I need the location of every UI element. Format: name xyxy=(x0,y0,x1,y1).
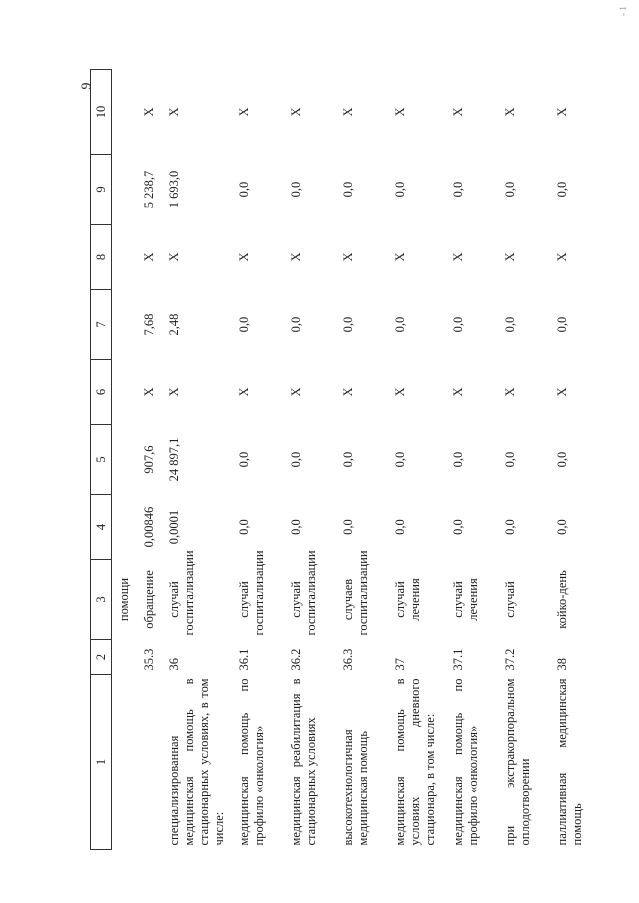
cell-value: 0,00846 xyxy=(142,506,156,548)
cell-line-number: 36 xyxy=(167,658,181,671)
cell-unit: случай лечения xyxy=(451,578,480,621)
cell-value: Х xyxy=(341,252,355,262)
cell-name: медицинская помощь в условиях дневного стационара, в том числе: xyxy=(393,678,437,846)
cell-value: Х xyxy=(555,252,569,262)
cell-value: Х xyxy=(451,387,465,397)
cell-value: Х xyxy=(142,252,156,262)
cell-value: 0,0 xyxy=(289,519,303,535)
cell-value: 0,0 xyxy=(503,316,517,333)
column-header: 1 xyxy=(91,675,112,850)
table-row xyxy=(232,70,284,850)
cell-name xyxy=(137,675,162,850)
cell-value: 24 897,1 xyxy=(167,437,181,482)
cell-value: 0,0 xyxy=(451,316,465,333)
table-row xyxy=(162,70,232,850)
cell-name: медицинская помощь по профилю «онкология» xyxy=(451,678,480,846)
cell-name: медицинская помощь по профилю «онкология» xyxy=(237,678,266,846)
cell-value: 0,0 xyxy=(289,316,303,333)
cell-value: 5 238,7 xyxy=(142,170,156,209)
table-row xyxy=(336,70,388,850)
column-header: 5 xyxy=(91,425,112,495)
cell-value: Х xyxy=(393,107,407,117)
cell-value: 0,0 xyxy=(451,451,465,468)
cell-value: 0,0 xyxy=(237,519,251,535)
cell-value: 2,48 xyxy=(167,313,181,336)
cell-value: 0,0 xyxy=(451,181,465,198)
cell-unit: случай лечения xyxy=(393,578,422,621)
cell-line-number: 37.1 xyxy=(451,648,465,671)
cell-unit: случай госпитализации xyxy=(289,550,318,636)
cell-value: Х xyxy=(503,107,517,117)
cell-value: 0,0 xyxy=(341,451,355,468)
cell-value: 0,0 xyxy=(341,316,355,333)
cell-unit: случай госпитализации xyxy=(167,550,196,636)
table-row xyxy=(498,70,550,850)
cell-unit: койко-день xyxy=(555,570,569,629)
header-row xyxy=(91,70,112,850)
cell-value: 0,0 xyxy=(555,181,569,198)
cell-value: 0,0001 xyxy=(167,509,181,545)
cell-value: Х xyxy=(237,387,251,397)
cell-value: 0,0 xyxy=(393,181,407,198)
cell-value: 0,0 xyxy=(555,519,569,535)
cell-unit: обращение xyxy=(142,570,156,629)
cell-name: медицинская реабилитация в стационарных условиях xyxy=(289,678,318,846)
continuation-row xyxy=(112,70,138,850)
cell-name: паллиативная медицинская помощь xyxy=(555,678,584,846)
column-header: 6 xyxy=(91,360,112,425)
cell-value: 0,0 xyxy=(393,451,407,468)
cell-value: Х xyxy=(451,252,465,262)
cell-value: Х xyxy=(167,252,181,262)
table-row xyxy=(388,70,446,850)
page-number: 9 xyxy=(79,82,95,90)
cell-value: 0,0 xyxy=(555,316,569,333)
cell-value: 0,0 xyxy=(393,519,407,535)
cell-value: Х xyxy=(237,252,251,262)
cell-line-number: 35.3 xyxy=(142,648,156,671)
cell-value: Х xyxy=(167,107,181,117)
corner-mark: - 1 xyxy=(617,6,628,16)
cell-value: 0,0 xyxy=(451,519,465,535)
cell-name: специализированная медицинская помощь в стационарных условиях, в том числе: xyxy=(167,678,226,846)
cell-unit: случай госпитализации xyxy=(237,550,266,636)
cell-value: Х xyxy=(341,387,355,397)
cell-value: 0,0 xyxy=(237,181,251,198)
cell-value: 907,6 xyxy=(142,445,156,474)
cell-value: 0,0 xyxy=(341,181,355,198)
cell-unit: случай xyxy=(503,581,517,618)
cell-value: Х xyxy=(142,107,156,117)
cell-name: высокотехнологичная медицинская помощь xyxy=(341,729,370,846)
cell-value: Х xyxy=(289,107,303,117)
table-row xyxy=(284,70,336,850)
cell-value: Х xyxy=(289,387,303,397)
cell-value: Х xyxy=(289,252,303,262)
data-table xyxy=(90,69,602,850)
column-header: 2 xyxy=(91,640,112,675)
table-row xyxy=(446,70,498,850)
cell-value: Х xyxy=(237,107,251,117)
continuation-text: помощи xyxy=(117,577,131,622)
cell-value: 0,0 xyxy=(393,316,407,333)
cell-line-number: 36.2 xyxy=(289,648,303,671)
cell-value: Х xyxy=(451,107,465,117)
column-header: 4 xyxy=(91,495,112,560)
cell-name: при экстракорпоральном оплодотворении xyxy=(503,678,532,846)
column-header: 3 xyxy=(91,560,112,640)
cell-value: 7,68 xyxy=(142,313,156,336)
column-header: 9 xyxy=(91,155,112,225)
column-header: 10 xyxy=(91,70,112,155)
cell-value: Х xyxy=(503,387,517,397)
cell-value: Х xyxy=(503,252,517,262)
cell-value: 0,0 xyxy=(503,181,517,198)
cell-value: 0,0 xyxy=(503,519,517,535)
cell-value: Х xyxy=(167,387,181,397)
cell-line-number: 36.3 xyxy=(341,648,355,671)
cell-value: 0,0 xyxy=(341,519,355,535)
cell-value: 0,0 xyxy=(289,451,303,468)
cell-value: Х xyxy=(341,107,355,117)
cell-value: Х xyxy=(393,387,407,397)
rotated-table-container xyxy=(90,70,584,850)
table-row xyxy=(137,70,162,850)
cell-value: Х xyxy=(393,252,407,262)
column-header: 7 xyxy=(91,290,112,360)
cell-line-number: 37.2 xyxy=(503,648,517,671)
cell-value: 0,0 xyxy=(555,451,569,468)
cell-value: 0,0 xyxy=(289,181,303,198)
cell-value: 1 693,0 xyxy=(167,170,181,209)
cell-value: 0,0 xyxy=(237,316,251,333)
cell-unit: случаев госпитализации xyxy=(341,550,370,636)
table-row xyxy=(550,70,602,850)
column-header: 8 xyxy=(91,225,112,290)
cell-value: 0,0 xyxy=(503,451,517,468)
cell-line-number: 37 xyxy=(393,658,407,671)
cell-line-number: 38 xyxy=(555,658,569,671)
cell-line-number: 36.1 xyxy=(237,648,251,671)
cell-value: Х xyxy=(555,107,569,117)
cell-value: Х xyxy=(555,387,569,397)
cell-value: 0,0 xyxy=(237,451,251,468)
cell-value: Х xyxy=(142,387,156,397)
